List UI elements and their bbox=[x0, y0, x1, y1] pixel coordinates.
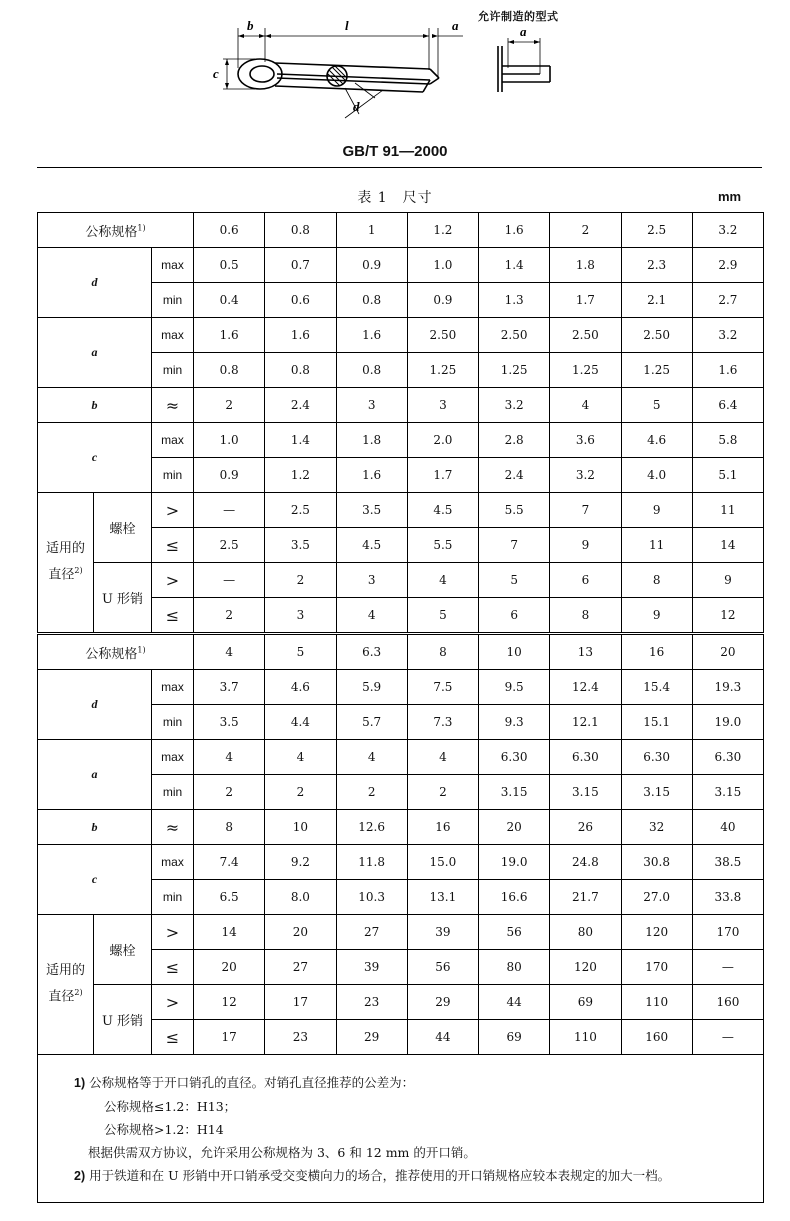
value-cell: 69 bbox=[550, 985, 621, 1020]
value-cell: 14 bbox=[692, 528, 763, 563]
value-cell: 56 bbox=[407, 950, 478, 985]
value-cell: 4 bbox=[550, 388, 621, 423]
nominal-header bbox=[38, 634, 194, 670]
min-label: min bbox=[152, 880, 194, 915]
divider bbox=[37, 167, 762, 168]
value-cell: 4 bbox=[265, 740, 336, 775]
value-cell: 2 bbox=[194, 598, 265, 634]
value-cell: 7.5 bbox=[407, 670, 478, 705]
b-symbol: b bbox=[38, 810, 152, 845]
value-cell: 1.2 bbox=[265, 458, 336, 493]
value-cell: 1.6 bbox=[336, 318, 407, 353]
note-1-mark: 1) bbox=[74, 1076, 86, 1090]
value-cell: 5.7 bbox=[336, 705, 407, 740]
suitable-line2: 直径 bbox=[48, 989, 75, 1005]
value-cell: 1.7 bbox=[407, 458, 478, 493]
value-cell: 3.15 bbox=[479, 775, 550, 810]
u-pin-label: U 形销 bbox=[94, 563, 152, 634]
value-cell: 2.50 bbox=[479, 318, 550, 353]
value-cell: 2 bbox=[194, 775, 265, 810]
greater-than-label: > bbox=[152, 915, 194, 950]
value-cell: 16.6 bbox=[479, 880, 550, 915]
bolt-label: 螺栓 bbox=[94, 493, 152, 563]
value-cell: 9 bbox=[621, 493, 692, 528]
value-cell: 3.15 bbox=[692, 775, 763, 810]
value-cell: 10 bbox=[479, 634, 550, 670]
value-cell: 1.6 bbox=[692, 353, 763, 388]
suitable-diameter-header bbox=[38, 493, 94, 634]
value-cell: 2 bbox=[336, 775, 407, 810]
min-label: min bbox=[152, 353, 194, 388]
value-cell: 0.4 bbox=[194, 283, 265, 318]
value-cell: 39 bbox=[336, 950, 407, 985]
value-cell: 2 bbox=[265, 563, 336, 598]
value-cell: 38.5 bbox=[692, 845, 763, 880]
a-symbol: a bbox=[38, 740, 152, 810]
value-cell: 1 bbox=[336, 213, 407, 248]
value-cell: 4 bbox=[336, 740, 407, 775]
value-cell: 8 bbox=[194, 810, 265, 845]
value-cell: 33.8 bbox=[692, 880, 763, 915]
value-cell: 3.7 bbox=[194, 670, 265, 705]
u-pin-label: U 形销 bbox=[94, 985, 152, 1055]
value-cell: 2.50 bbox=[550, 318, 621, 353]
c-max-row bbox=[38, 845, 764, 880]
min-label: min bbox=[152, 775, 194, 810]
value-cell: 23 bbox=[265, 1020, 336, 1055]
c-max-row bbox=[38, 423, 764, 458]
value-cell: — bbox=[692, 950, 763, 985]
value-cell: 9 bbox=[550, 528, 621, 563]
value-cell: 1.3 bbox=[479, 283, 550, 318]
value-cell: 1.6 bbox=[265, 318, 336, 353]
value-cell: 6.30 bbox=[692, 740, 763, 775]
value-cell: 3 bbox=[336, 563, 407, 598]
value-cell: 23 bbox=[336, 985, 407, 1020]
value-cell: 1.6 bbox=[336, 458, 407, 493]
value-cell: 5 bbox=[407, 598, 478, 634]
value-cell: 4 bbox=[194, 634, 265, 670]
dimensions-table-body bbox=[38, 213, 764, 1203]
value-cell: 40 bbox=[692, 810, 763, 845]
value-cell: 1.8 bbox=[550, 248, 621, 283]
value-cell: 11 bbox=[621, 528, 692, 563]
b-row bbox=[38, 810, 764, 845]
value-cell: 0.6 bbox=[265, 283, 336, 318]
b-row bbox=[38, 388, 764, 423]
value-cell: 20 bbox=[265, 915, 336, 950]
value-cell: 3.2 bbox=[479, 388, 550, 423]
value-cell: 44 bbox=[407, 1020, 478, 1055]
note-1-ref: 1) bbox=[137, 223, 146, 233]
value-cell: 12 bbox=[692, 598, 763, 634]
value-cell: 5.9 bbox=[336, 670, 407, 705]
value-cell: 8.0 bbox=[265, 880, 336, 915]
value-cell: 9 bbox=[621, 598, 692, 634]
b-symbol: b bbox=[38, 388, 152, 423]
value-cell: 5.1 bbox=[692, 458, 763, 493]
value-cell: 69 bbox=[479, 1020, 550, 1055]
value-cell: 12.1 bbox=[550, 705, 621, 740]
d-symbol: d bbox=[38, 248, 152, 318]
value-cell: 6.30 bbox=[479, 740, 550, 775]
min-label: min bbox=[152, 283, 194, 318]
value-cell: 20 bbox=[479, 810, 550, 845]
value-cell: 0.6 bbox=[194, 213, 265, 248]
note-2-ref: 2) bbox=[74, 988, 83, 998]
allowed-dim-a-label: a bbox=[520, 24, 527, 39]
value-cell: 2.5 bbox=[621, 213, 692, 248]
value-cell: 9.2 bbox=[265, 845, 336, 880]
value-cell: 2 bbox=[550, 213, 621, 248]
value-cell: 8 bbox=[550, 598, 621, 634]
value-cell: 4.5 bbox=[336, 528, 407, 563]
value-cell: 8 bbox=[621, 563, 692, 598]
value-cell: 0.8 bbox=[336, 283, 407, 318]
value-cell: 1.25 bbox=[550, 353, 621, 388]
footnotes bbox=[38, 1055, 764, 1203]
value-cell: 16 bbox=[407, 810, 478, 845]
less-equal-label: ≤ bbox=[152, 528, 194, 563]
d-max-row bbox=[38, 248, 764, 283]
suitable-line2: 直径 bbox=[48, 567, 75, 583]
value-cell: 10.3 bbox=[336, 880, 407, 915]
value-cell: 19.0 bbox=[692, 705, 763, 740]
value-cell: 1.6 bbox=[479, 213, 550, 248]
note-2-ref: 2) bbox=[74, 566, 83, 576]
value-cell: 6.3 bbox=[336, 634, 407, 670]
value-cell: 2.5 bbox=[194, 528, 265, 563]
value-cell: — bbox=[194, 493, 265, 528]
value-cell: 15.0 bbox=[407, 845, 478, 880]
value-cell: 6 bbox=[479, 598, 550, 634]
value-cell: 29 bbox=[407, 985, 478, 1020]
value-cell: 5 bbox=[479, 563, 550, 598]
bolt-label: 螺栓 bbox=[94, 915, 152, 985]
max-label: max bbox=[152, 248, 194, 283]
value-cell: 5.5 bbox=[407, 528, 478, 563]
value-cell: 5.8 bbox=[692, 423, 763, 458]
value-cell: 170 bbox=[621, 950, 692, 985]
value-cell: 7.3 bbox=[407, 705, 478, 740]
value-cell: 4.6 bbox=[621, 423, 692, 458]
value-cell: 2 bbox=[194, 388, 265, 423]
value-cell: 2.1 bbox=[621, 283, 692, 318]
value-cell: 3 bbox=[407, 388, 478, 423]
a-max-row bbox=[38, 740, 764, 775]
value-cell: 2.9 bbox=[692, 248, 763, 283]
value-cell: 4 bbox=[336, 598, 407, 634]
value-cell: 11.8 bbox=[336, 845, 407, 880]
value-cell: 1.4 bbox=[479, 248, 550, 283]
value-cell: 3.5 bbox=[194, 705, 265, 740]
value-cell: 5 bbox=[265, 634, 336, 670]
value-cell: 6.30 bbox=[550, 740, 621, 775]
value-cell: 39 bbox=[407, 915, 478, 950]
value-cell: 1.0 bbox=[194, 423, 265, 458]
value-cell: 17 bbox=[265, 985, 336, 1020]
min-label: min bbox=[152, 458, 194, 493]
value-cell: 4 bbox=[194, 740, 265, 775]
value-cell: 2 bbox=[407, 775, 478, 810]
value-cell: 29 bbox=[336, 1020, 407, 1055]
value-cell: 20 bbox=[194, 950, 265, 985]
max-label: max bbox=[152, 318, 194, 353]
value-cell: 3.5 bbox=[265, 528, 336, 563]
value-cell: 12.4 bbox=[550, 670, 621, 705]
value-cell: 3.5 bbox=[336, 493, 407, 528]
value-cell: 11 bbox=[692, 493, 763, 528]
table-caption: 表 1 尺寸 bbox=[357, 190, 433, 206]
value-cell: 21.7 bbox=[550, 880, 621, 915]
value-cell: 27 bbox=[265, 950, 336, 985]
standard-number: GB/T 91—2000 bbox=[342, 143, 448, 160]
suitable-u-gt-row bbox=[38, 563, 764, 598]
value-cell: 12 bbox=[194, 985, 265, 1020]
value-cell: 3.2 bbox=[692, 213, 763, 248]
value-cell: 2 bbox=[265, 775, 336, 810]
c-symbol: c bbox=[38, 423, 152, 493]
value-cell: 4 bbox=[407, 740, 478, 775]
value-cell: 27.0 bbox=[621, 880, 692, 915]
value-cell: 32 bbox=[621, 810, 692, 845]
min-label: min bbox=[152, 705, 194, 740]
value-cell: 7 bbox=[479, 528, 550, 563]
value-cell: 4.5 bbox=[407, 493, 478, 528]
value-cell: 7 bbox=[550, 493, 621, 528]
notes-row bbox=[38, 1055, 764, 1203]
value-cell: 3 bbox=[265, 598, 336, 634]
value-cell: 2.50 bbox=[407, 318, 478, 353]
value-cell: 44 bbox=[479, 985, 550, 1020]
value-cell: 1.25 bbox=[407, 353, 478, 388]
value-cell: 120 bbox=[550, 950, 621, 985]
approx-label: ≈ bbox=[152, 388, 194, 423]
value-cell: 1.7 bbox=[550, 283, 621, 318]
value-cell: 4 bbox=[407, 563, 478, 598]
value-cell: 17 bbox=[194, 1020, 265, 1055]
value-cell: 120 bbox=[621, 915, 692, 950]
value-cell: 15.1 bbox=[621, 705, 692, 740]
value-cell: 6.30 bbox=[621, 740, 692, 775]
nominal-label: 公称规格 bbox=[85, 224, 138, 240]
value-cell: 0.8 bbox=[265, 213, 336, 248]
value-cell: 3.2 bbox=[550, 458, 621, 493]
less-equal-label: ≤ bbox=[152, 1020, 194, 1055]
value-cell: 0.8 bbox=[265, 353, 336, 388]
nominal-label: 公称规格 bbox=[85, 646, 138, 662]
value-cell: 27 bbox=[336, 915, 407, 950]
greater-than-label: > bbox=[152, 493, 194, 528]
value-cell: 2.5 bbox=[265, 493, 336, 528]
value-cell: 6.5 bbox=[194, 880, 265, 915]
suitable-line1: 适用的 bbox=[45, 963, 85, 979]
note-2-text: 用于铁道和在 U 形销中开口销承受交变横向力的场合，推荐使用的开口销规格应较本表规定的加大一档。 bbox=[89, 1168, 671, 1183]
allowed-form-drawing bbox=[478, 18, 578, 118]
c-symbol: c bbox=[38, 845, 152, 915]
value-cell: 16 bbox=[621, 634, 692, 670]
value-cell: 2.4 bbox=[479, 458, 550, 493]
note-2 bbox=[74, 1164, 763, 1188]
value-cell: 1.4 bbox=[265, 423, 336, 458]
value-cell: 0.5 bbox=[194, 248, 265, 283]
suitable-diameter-header bbox=[38, 915, 94, 1055]
value-cell: 9 bbox=[692, 563, 763, 598]
value-cell: 1.0 bbox=[407, 248, 478, 283]
value-cell: 1.6 bbox=[194, 318, 265, 353]
value-cell: 3.2 bbox=[692, 318, 763, 353]
value-cell: 24.8 bbox=[550, 845, 621, 880]
value-cell: 0.9 bbox=[407, 283, 478, 318]
note-1-agreement: 根据供需双方协议，允许采用公称规格为 3、6 和 12 mm 的开口销。 bbox=[88, 1145, 476, 1160]
value-cell: 10 bbox=[265, 810, 336, 845]
value-cell: 2.7 bbox=[692, 283, 763, 318]
value-cell: 3.15 bbox=[550, 775, 621, 810]
value-cell: 0.8 bbox=[194, 353, 265, 388]
value-cell: 1.25 bbox=[479, 353, 550, 388]
nominal-row bbox=[38, 634, 764, 670]
value-cell: 6.4 bbox=[692, 388, 763, 423]
value-cell: 3.6 bbox=[550, 423, 621, 458]
value-cell: 2.0 bbox=[407, 423, 478, 458]
dim-a-label: a bbox=[452, 18, 459, 33]
value-cell: 30.8 bbox=[621, 845, 692, 880]
value-cell: 1.8 bbox=[336, 423, 407, 458]
value-cell: 3.15 bbox=[621, 775, 692, 810]
value-cell: 19.3 bbox=[692, 670, 763, 705]
value-cell: 2.50 bbox=[621, 318, 692, 353]
nominal-header bbox=[38, 213, 194, 248]
value-cell: 0.8 bbox=[336, 353, 407, 388]
dimensions-table bbox=[37, 212, 764, 1203]
value-cell: 0.7 bbox=[265, 248, 336, 283]
value-cell: 7.4 bbox=[194, 845, 265, 880]
value-cell: 20 bbox=[692, 634, 763, 670]
value-cell: 160 bbox=[692, 985, 763, 1020]
less-equal-label: ≤ bbox=[152, 950, 194, 985]
note-1-text: 公称规格等于开口销孔的直径。对销孔直径推荐的公差为： bbox=[89, 1075, 415, 1090]
approx-label: ≈ bbox=[152, 810, 194, 845]
value-cell: 9.3 bbox=[479, 705, 550, 740]
max-label: max bbox=[152, 845, 194, 880]
note-1-ref: 1) bbox=[137, 645, 146, 655]
value-cell: 8 bbox=[407, 634, 478, 670]
value-cell: 4.0 bbox=[621, 458, 692, 493]
greater-than-label: > bbox=[152, 563, 194, 598]
value-cell: 19.0 bbox=[479, 845, 550, 880]
note-1-tolerance-b: 公称规格>1.2：H14 bbox=[104, 1122, 224, 1137]
value-cell: 14 bbox=[194, 915, 265, 950]
value-cell: — bbox=[692, 1020, 763, 1055]
note-1 bbox=[74, 1071, 763, 1095]
value-cell: 4.4 bbox=[265, 705, 336, 740]
value-cell: 2.8 bbox=[479, 423, 550, 458]
value-cell: 12.6 bbox=[336, 810, 407, 845]
value-cell: 13.1 bbox=[407, 880, 478, 915]
value-cell: 170 bbox=[692, 915, 763, 950]
a-max-row bbox=[38, 318, 764, 353]
dim-l-label: l bbox=[345, 18, 349, 33]
value-cell: 1.25 bbox=[621, 353, 692, 388]
note-1-tolerance-a: 公称规格≤1.2：H13； bbox=[104, 1099, 237, 1114]
value-cell: 1.2 bbox=[407, 213, 478, 248]
d-symbol: d bbox=[38, 670, 152, 740]
max-label: max bbox=[152, 740, 194, 775]
a-symbol: a bbox=[38, 318, 152, 388]
value-cell: 110 bbox=[550, 1020, 621, 1055]
suitable-line1: 适用的 bbox=[45, 541, 85, 557]
greater-than-label: > bbox=[152, 985, 194, 1020]
unit-label: mm bbox=[718, 189, 742, 204]
value-cell: — bbox=[194, 563, 265, 598]
max-label: max bbox=[152, 423, 194, 458]
value-cell: 56 bbox=[479, 915, 550, 950]
dim-b-label: b bbox=[247, 18, 254, 33]
less-equal-label: ≤ bbox=[152, 598, 194, 634]
allowed-form-title: 允许制造的型式 bbox=[478, 10, 559, 23]
value-cell: 5 bbox=[621, 388, 692, 423]
suitable-u-gt-row bbox=[38, 985, 764, 1020]
suitable-bolt-gt-row bbox=[38, 915, 764, 950]
value-cell: 13 bbox=[550, 634, 621, 670]
value-cell: 15.4 bbox=[621, 670, 692, 705]
value-cell: 26 bbox=[550, 810, 621, 845]
value-cell: 80 bbox=[479, 950, 550, 985]
dim-d-label: d bbox=[353, 99, 360, 114]
note-2-mark: 2) bbox=[74, 1169, 86, 1183]
value-cell: 110 bbox=[621, 985, 692, 1020]
suitable-bolt-gt-row bbox=[38, 493, 764, 528]
dim-c-label: c bbox=[213, 66, 219, 81]
nominal-row bbox=[38, 213, 764, 248]
value-cell: 2.4 bbox=[265, 388, 336, 423]
value-cell: 160 bbox=[621, 1020, 692, 1055]
value-cell: 0.9 bbox=[336, 248, 407, 283]
value-cell: 0.9 bbox=[194, 458, 265, 493]
value-cell: 3 bbox=[336, 388, 407, 423]
max-label: max bbox=[152, 670, 194, 705]
d-max-row bbox=[38, 670, 764, 705]
value-cell: 6 bbox=[550, 563, 621, 598]
value-cell: 2.3 bbox=[621, 248, 692, 283]
value-cell: 5.5 bbox=[479, 493, 550, 528]
value-cell: 4.6 bbox=[265, 670, 336, 705]
value-cell: 80 bbox=[550, 915, 621, 950]
value-cell: 9.5 bbox=[479, 670, 550, 705]
